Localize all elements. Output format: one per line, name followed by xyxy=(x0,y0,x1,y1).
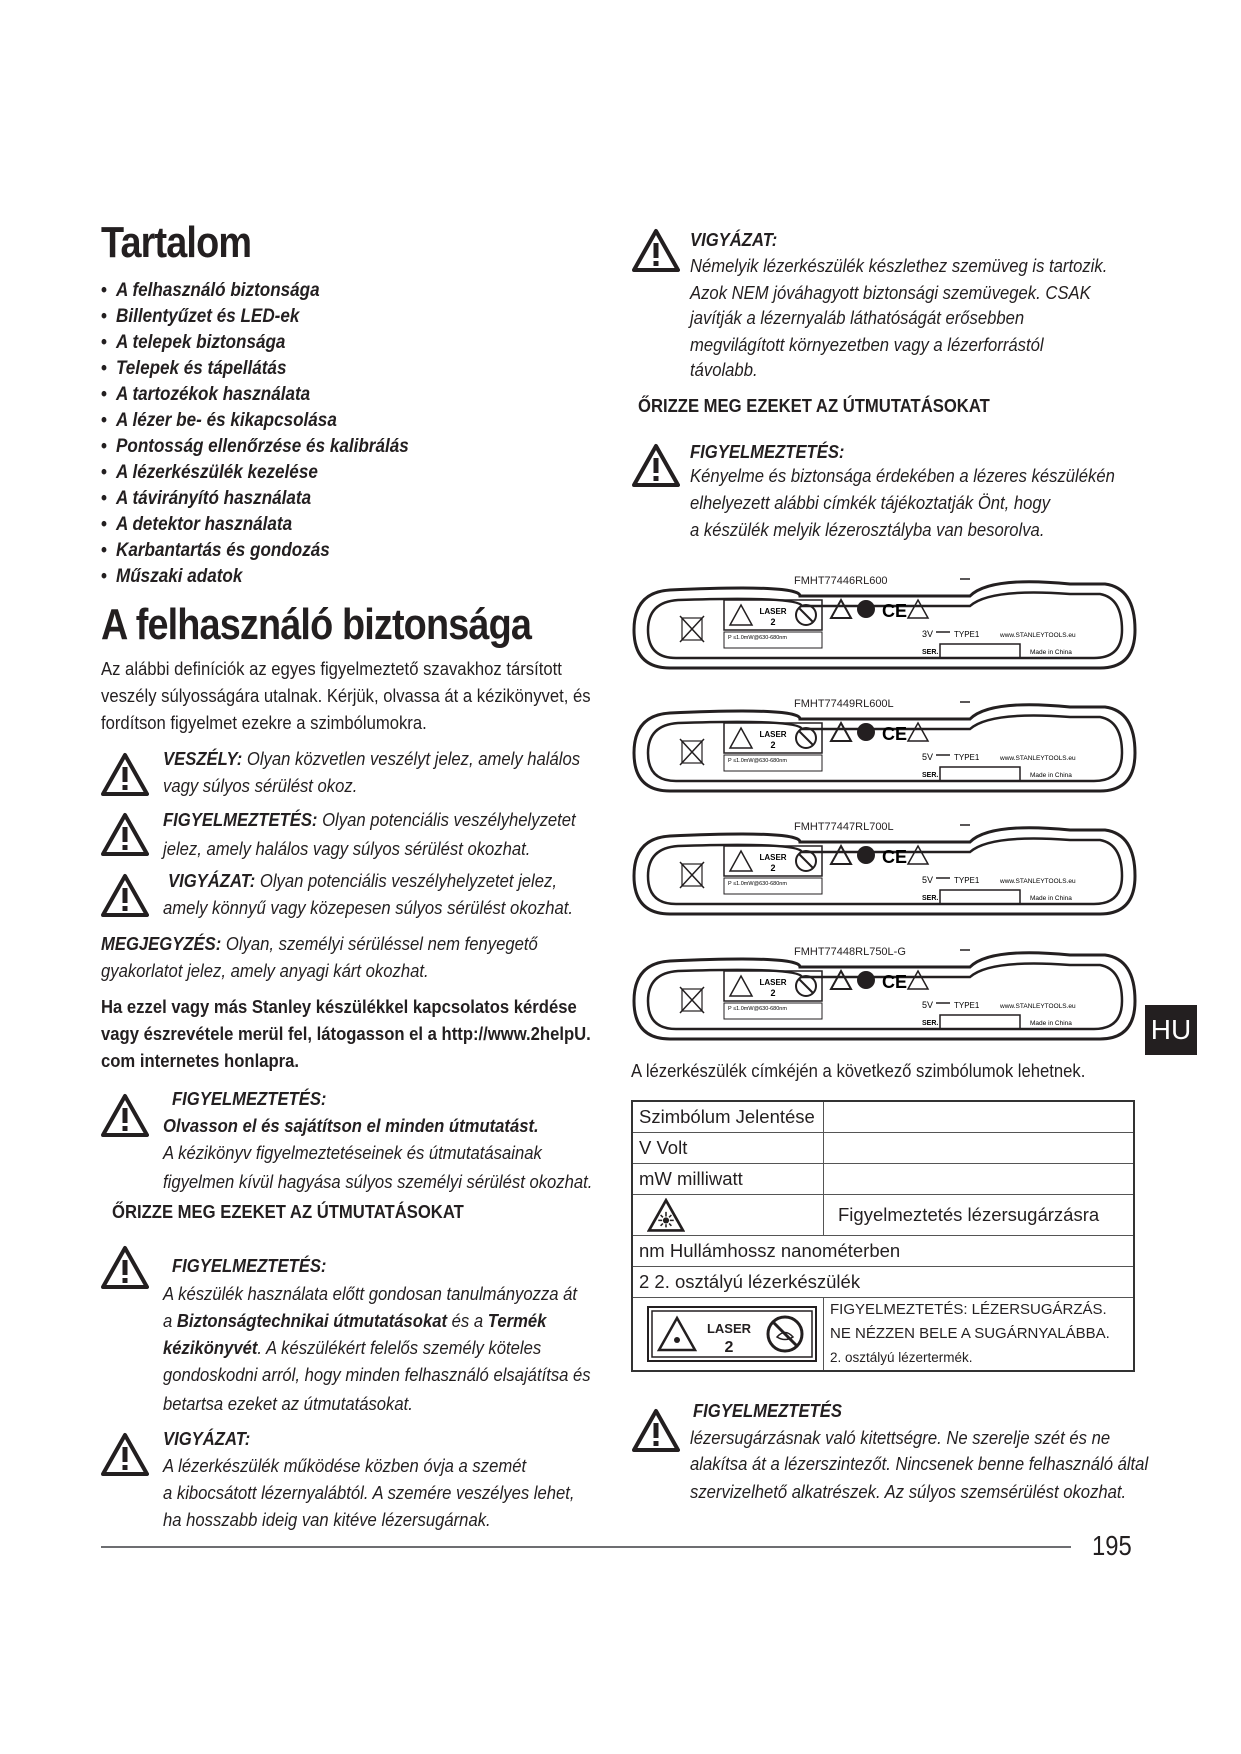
toc-item[interactable]: • A telepek biztonsága xyxy=(101,330,409,356)
table-cell: Figyelmeztetés lézersugárzásra xyxy=(824,1195,1135,1236)
toc-item[interactable]: • Pontosság ellenőrzése és kalibrálás xyxy=(101,434,409,460)
toc-item[interactable]: • A távirányító használata xyxy=(101,486,409,512)
w2-bold: Olvasson el és sajátítson el minden útmutatást. xyxy=(163,1115,539,1136)
table-cell: Szimbólum Jelentése xyxy=(632,1101,824,1133)
c1-line: távolabb. xyxy=(690,359,758,380)
c2-line: ha hosszabb ideig van kitéve lézersugárnak. xyxy=(163,1509,491,1530)
warning-triangle-icon xyxy=(632,1408,680,1452)
w3-label: FIGYELMEZTETÉS: xyxy=(172,1255,327,1276)
label-made-in: Made in China xyxy=(1030,1020,1072,1027)
w1-line: elhelyezett alábbi címkék tájékoztatják Önt, hogy xyxy=(690,492,1051,513)
label-model: FMHT77449RL600L xyxy=(794,698,894,710)
laser-class: 2 xyxy=(724,1339,734,1356)
w3-bold: Biztonságtechnikai útmutatásokat xyxy=(176,1310,448,1331)
warning-label: FIGYELMEZTETÉS: xyxy=(163,809,318,830)
footer-rule xyxy=(101,1546,1071,1548)
table-line: FIGYELMEZTETÉS: LÉZERSUGÁRZÁS. xyxy=(830,1301,1107,1318)
laser-label-sticker xyxy=(630,941,1140,1043)
w3-bold: kézikönyvét xyxy=(163,1337,258,1358)
toc-list xyxy=(101,278,443,590)
table-cell xyxy=(824,1133,1135,1164)
label-voltage: 3V xyxy=(922,629,934,639)
warning-triangle-icon xyxy=(632,443,680,487)
laser-class2-label-icon xyxy=(647,1306,817,1362)
c1-line: Némelyik lézerkészülék készlethez szemüveg is tartozik. xyxy=(690,255,1108,276)
w4-line: lézersugárzásnak való kitettségre. Ne szerelje szét és ne xyxy=(690,1427,1111,1448)
label-laser-text: LASER xyxy=(759,853,787,862)
symbols-intro: A lézerkészülék címkéjén a következő szimbólumok lehetnek. xyxy=(631,1060,1086,1081)
label-class-text: 2 xyxy=(770,863,776,873)
no-disposal-icon xyxy=(857,971,875,989)
warning-triangle-icon xyxy=(101,873,149,917)
label-ser: SER. xyxy=(922,649,939,656)
w3-line xyxy=(163,1307,546,1334)
toc-item[interactable]: • A detektor használata xyxy=(101,512,409,538)
symbols-table xyxy=(631,1100,1135,1372)
label-laser-text: LASER xyxy=(759,607,787,616)
warning-triangle-icon xyxy=(632,228,680,272)
w3-line: A készülék használata előtt gondosan tanulmányozza át xyxy=(163,1283,578,1304)
label-website: www.STANLEYTOOLS.eu xyxy=(1000,632,1076,639)
label-type: TYPE1 xyxy=(954,1001,980,1010)
page-number: 195 xyxy=(1092,1530,1132,1561)
danger-text xyxy=(163,745,580,772)
caution-label: VIGYÁZAT: xyxy=(168,870,256,891)
label-class-text: 2 xyxy=(770,740,776,750)
label-model: FMHT77448RL750L-G xyxy=(794,946,906,958)
warning-triangle-icon xyxy=(101,752,149,796)
intro-line: veszély súlyosságára utalnak. Kérjük, olvassa át a kézikönyvet, és xyxy=(101,685,591,706)
toc-item[interactable]: • A lézer be- és kikapcsolása xyxy=(101,408,409,434)
laser-label-sticker xyxy=(630,816,1140,918)
w3-text: a xyxy=(163,1310,177,1331)
danger-label: VESZÉLY: xyxy=(163,748,243,769)
caution-line: amely könnyű vagy közepesen súlyos sérülést okozhat. xyxy=(163,897,574,918)
intro-line: Az alábbi definíciók az egyes figyelmeztető szavakhoz társított xyxy=(101,658,562,679)
table-cell: V Volt xyxy=(632,1133,824,1164)
laser-warning-icon xyxy=(647,1198,685,1232)
caution-text xyxy=(168,867,557,894)
w4-label: FIGYELMEZTETÉS xyxy=(693,1400,842,1421)
contact-line: Ha ezzel vagy más Stanley készülékkel kapcsolatos kérdése xyxy=(101,996,577,1017)
label-model: FMHT77447RL700L xyxy=(794,821,894,833)
w3-bold: Termék xyxy=(487,1310,547,1331)
warning-triangle-icon xyxy=(831,600,851,618)
warning-triangle-icon xyxy=(101,1432,149,1476)
no-disposal-icon xyxy=(857,846,875,864)
warning-triangle-icon xyxy=(831,723,851,741)
table-line: NE NÉZZEN BELE A SUGÁRNYALÁBBA. xyxy=(830,1325,1110,1342)
section-title: A felhasználó biztonsága xyxy=(101,600,532,649)
c1-line: Azok NEM jóváhagyott biztonsági szemüvegek. CSAK xyxy=(690,282,1091,303)
toc-item[interactable]: • A tartozékok használata xyxy=(101,382,409,408)
label-type: TYPE1 xyxy=(954,753,980,762)
label-website: www.STANLEYTOOLS.eu xyxy=(1000,755,1076,762)
toc-item[interactable]: • A felhasználó biztonsága xyxy=(101,278,409,304)
warning-triangle-icon xyxy=(101,1093,149,1137)
label-power: P ≤1.0mW@630-680nm xyxy=(728,881,787,887)
contact-line: vagy észrevétele merül fel, látogasson el a http://www.2helpU. xyxy=(101,1023,591,1044)
label-power: P ≤1.0mW@630-680nm xyxy=(728,758,787,764)
table-cell xyxy=(824,1164,1135,1195)
warning-line: jelez, amely halálos vagy súlyos sérülést okozhat. xyxy=(163,838,531,859)
label-class-text: 2 xyxy=(770,617,776,627)
warning-triangle-icon xyxy=(831,846,851,864)
keep-instructions: ŐRIZZE MEG EZEKET AZ ÚTMUTATÁSOKAT xyxy=(638,395,990,416)
notice-line: Olyan, személyi sérüléssel nem fenyegető xyxy=(221,933,538,954)
danger-line: Olyan közvetlen veszélyt jelez, amely halálos xyxy=(242,748,581,769)
warning-text xyxy=(163,806,576,833)
w4-line: szervizelhető alkatrészek. Az súlyos szemsérülést okozhat. xyxy=(690,1481,1127,1502)
table-line: 2. osztályú lézertermék. xyxy=(830,1350,973,1365)
c2-line: a kibocsátott lézernyalábtól. A szemére veszélyes lehet, xyxy=(163,1482,575,1503)
label-power: P ≤1.0mW@630-680nm xyxy=(728,635,787,641)
c2-label: VIGYÁZAT: xyxy=(163,1428,251,1449)
toc-item[interactable]: • Műszaki adatok xyxy=(101,564,409,590)
w3-text: és a xyxy=(447,1310,488,1331)
c2-line: A lézerkészülék működése közben óvja a szemét xyxy=(163,1455,527,1476)
label-laser-text: LASER xyxy=(759,978,787,987)
laser-text: LASER xyxy=(706,1321,752,1336)
label-website: www.STANLEYTOOLS.eu xyxy=(1000,1003,1076,1010)
table-cell xyxy=(824,1101,1135,1133)
table-cell: 2 2. osztályú lézerkészülék xyxy=(632,1267,1134,1298)
w1-label: FIGYELMEZTETÉS: xyxy=(690,441,845,462)
no-disposal-icon xyxy=(857,600,875,618)
w2-line: figyelmen kívül hagyása súlyos személyi sérülést okozhat. xyxy=(163,1171,593,1192)
intro-line: fordítson figyelmet ezekre a szimbólumokra. xyxy=(101,712,427,733)
warning-triangle-icon xyxy=(101,1245,149,1289)
label-ser: SER. xyxy=(922,1020,939,1027)
w1-line: Kényelme és biztonsága érdekében a lézeres készülékén xyxy=(690,465,1115,486)
warning-triangle-icon xyxy=(101,812,149,856)
danger-line: vagy súlyos sérülést okoz. xyxy=(163,775,358,796)
toc-item[interactable]: • Telepek és tápellátás xyxy=(101,356,409,382)
language-tab: HU xyxy=(1145,1005,1197,1055)
ce-mark-icon: CE xyxy=(882,972,908,992)
w1-line: a készülék melyik lézerosztályba van besorolva. xyxy=(690,519,1045,540)
label-ser: SER. xyxy=(922,772,939,779)
w3-line: betartsa ezeket az útmutatásokat. xyxy=(163,1393,413,1414)
warning-triangle-icon xyxy=(831,971,851,989)
w3-text: . A készülékért felelős személy köteles xyxy=(257,1337,542,1358)
w2-line: A kézikönyv figyelmeztetéseinek és útmutatásainak xyxy=(163,1142,542,1163)
w3-line: gondoskodni arról, hogy minden felhasználó elsajátítsa és xyxy=(163,1364,591,1385)
laser-label-sticker xyxy=(630,570,1140,672)
label-laser-text: LASER xyxy=(759,730,787,739)
notice-text xyxy=(101,930,538,957)
label-made-in: Made in China xyxy=(1030,649,1072,656)
warning-line: Olyan potenciális veszélyhelyzetet xyxy=(317,809,576,830)
label-type: TYPE1 xyxy=(954,876,980,885)
label-class-text: 2 xyxy=(770,988,776,998)
w2-label: FIGYELMEZTETÉS: xyxy=(172,1088,327,1109)
table-cell xyxy=(632,1298,824,1372)
table-cell: mW milliwatt xyxy=(632,1164,824,1195)
no-disposal-icon xyxy=(857,723,875,741)
label-voltage: 5V xyxy=(922,752,934,762)
toc-item[interactable]: • Karbantartás és gondozás xyxy=(101,538,409,564)
keep-instructions: ŐRIZZE MEG EZEKET AZ ÚTMUTATÁSOKAT xyxy=(112,1201,464,1222)
notice-line: gyakorlatot jelez, amely anyagi kárt okozhat. xyxy=(101,960,429,981)
toc-title: Tartalom xyxy=(101,218,252,267)
contact-line: com internetes honlapra. xyxy=(101,1050,299,1071)
laser-label-sticker xyxy=(630,693,1140,795)
c1-label: VIGYÁZAT: xyxy=(690,229,778,250)
toc-item[interactable]: • Billentyűzet és LED-ek xyxy=(101,304,409,330)
table-cell xyxy=(632,1195,824,1236)
c1-line: javítják a lézernyaláb láthatóságát erősebben xyxy=(690,307,1025,328)
label-type: TYPE1 xyxy=(954,630,980,639)
ce-mark-icon: CE xyxy=(882,724,908,744)
label-voltage: 5V xyxy=(922,875,934,885)
toc-item[interactable]: • A lézerkészülék kezelése xyxy=(101,460,409,486)
label-model: FMHT77446RL600 xyxy=(794,575,888,587)
label-made-in: Made in China xyxy=(1030,895,1072,902)
label-website: www.STANLEYTOOLS.eu xyxy=(1000,878,1076,885)
caution-line: Olyan potenciális veszélyhelyzetet jelez, xyxy=(255,870,557,891)
label-made-in: Made in China xyxy=(1030,772,1072,779)
ce-mark-icon: CE xyxy=(882,847,908,867)
c1-line: megvilágított környezetben vagy a lézerforrástól xyxy=(690,334,1044,355)
label-voltage: 5V xyxy=(922,1000,934,1010)
table-cell xyxy=(824,1298,1135,1372)
label-power: P ≤1.0mW@630-680nm xyxy=(728,1006,787,1012)
w3-line xyxy=(163,1334,541,1361)
label-ser: SER. xyxy=(922,895,939,902)
notice-label: MEGJEGYZÉS: xyxy=(101,933,222,954)
w4-line: alakítsa át a lézerszintezőt. Nincsenek benne felhasználó által xyxy=(690,1453,1149,1474)
table-cell: nm Hullámhossz nanométerben xyxy=(632,1236,1134,1267)
ce-mark-icon: CE xyxy=(882,601,908,621)
